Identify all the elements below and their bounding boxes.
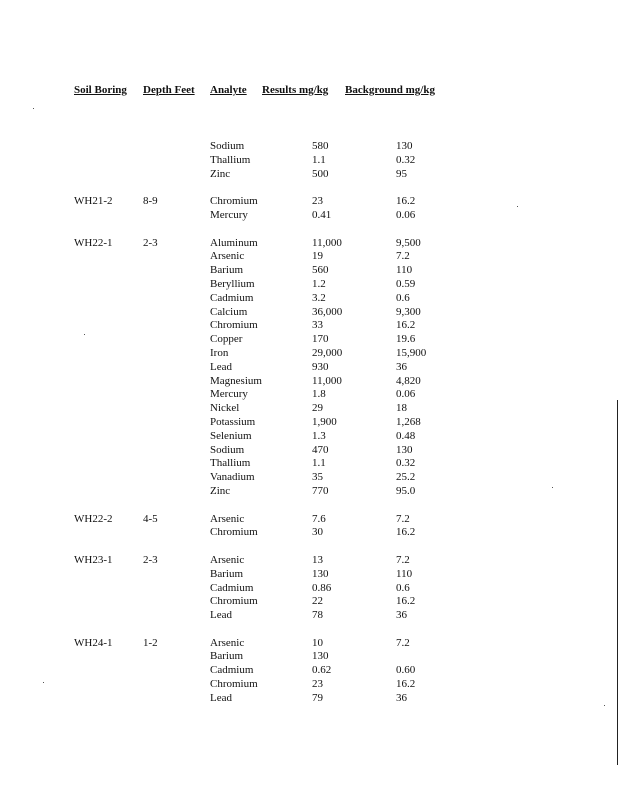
result-cell: 79: [312, 691, 323, 704]
analyte-cell: Chromium: [210, 595, 258, 608]
result-cell: 13: [312, 553, 323, 566]
result-cell: 1.2: [312, 277, 326, 290]
table-row: [0, 430, 620, 444]
depth-cell: 8-9: [143, 195, 158, 208]
result-cell: 10: [312, 636, 323, 649]
table-row: [0, 209, 620, 223]
table-row: [0, 678, 620, 692]
background-cell: 4,820: [396, 374, 421, 387]
background-cell: 16.2: [396, 526, 416, 539]
table-row: [0, 568, 620, 582]
depth-cell: 4-5: [143, 512, 158, 525]
analyte-cell: Zinc: [210, 167, 231, 180]
analyte-cell: Calcium: [210, 305, 248, 318]
table-row: [0, 444, 620, 458]
background-cell: 110: [396, 264, 413, 277]
table-row: [0, 692, 620, 706]
analyte-cell: Lead: [210, 360, 232, 373]
soil-boring-cell: WH22-2: [74, 512, 113, 525]
soil-boring-cell: WH23-1: [74, 553, 113, 566]
header-depth-feet: Depth Feet: [143, 84, 195, 96]
result-cell: 580: [312, 140, 329, 152]
header-background: Background mg/kg: [345, 84, 435, 96]
scan-speck: [552, 487, 553, 488]
table-row: [0, 237, 620, 251]
header-analyte: Analyte: [210, 84, 247, 96]
analyte-cell: Potassium: [210, 415, 256, 428]
background-cell: 9,300: [396, 305, 421, 318]
result-cell: 19: [312, 250, 323, 263]
header-soil-boring: Soil Boring: [74, 84, 127, 96]
table-row: [0, 554, 620, 568]
result-cell: 1.1: [312, 457, 326, 470]
analyte-cell: Chromium: [210, 526, 258, 539]
result-cell: 0.62: [312, 664, 332, 677]
table-row: [0, 361, 620, 375]
result-cell: 3.2: [312, 291, 326, 304]
soil-boring-cell: WH24-1: [74, 636, 113, 649]
depth-cell: 2-3: [143, 236, 158, 249]
results-table: [0, 140, 620, 719]
background-cell: 36: [396, 609, 407, 622]
analyte-cell: Arsenic: [210, 250, 245, 263]
background-cell: 0.32: [396, 457, 416, 470]
table-row: [0, 471, 620, 485]
result-cell: 36,000: [312, 305, 343, 318]
result-cell: 1.3: [312, 429, 326, 442]
result-cell: 930: [312, 360, 329, 373]
analyte-cell: Cadmium: [210, 291, 254, 304]
background-cell: 7.2: [396, 250, 410, 263]
table-row: [0, 650, 620, 664]
analyte-cell: Vanadium: [210, 471, 255, 484]
table-row: [0, 292, 620, 306]
result-cell: 11,000: [312, 236, 342, 249]
background-cell: 16.2: [396, 195, 416, 208]
background-cell: 36: [396, 360, 407, 373]
analyte-cell: Thallium: [210, 153, 251, 166]
result-cell: 170: [312, 333, 329, 346]
table-row: [0, 347, 620, 361]
analyte-cell: Copper: [210, 333, 243, 346]
table-row: [0, 609, 620, 623]
boring-group: [0, 237, 620, 499]
result-cell: 130: [312, 650, 329, 663]
result-cell: 11,000: [312, 374, 342, 387]
background-cell: 130: [396, 443, 413, 456]
background-cell: 25.2: [396, 471, 416, 484]
scan-speck: [43, 682, 44, 683]
table-row: [0, 154, 620, 168]
background-cell: 95: [396, 167, 407, 180]
background-cell: 18: [396, 402, 407, 415]
analyte-cell: Sodium: [210, 140, 245, 152]
analyte-cell: Mercury: [210, 388, 248, 401]
scan-edge-line: [617, 400, 618, 765]
table-row: [0, 375, 620, 389]
result-cell: 23: [312, 195, 323, 208]
result-cell: 0.41: [312, 208, 332, 221]
boring-group: [0, 554, 620, 623]
background-cell: 0.59: [396, 277, 416, 290]
analyte-cell: Magnesium: [210, 374, 262, 387]
table-row: [0, 388, 620, 402]
table-row: [0, 526, 620, 540]
table-row: [0, 333, 620, 347]
table-row: [0, 416, 620, 430]
table-row: [0, 168, 620, 182]
scan-speck: [33, 108, 34, 109]
background-cell: 16.2: [396, 678, 416, 691]
table-row: [0, 195, 620, 209]
background-cell: 95.0: [396, 484, 416, 497]
result-cell: 29: [312, 402, 323, 415]
table-row: [0, 264, 620, 278]
background-cell: 0.06: [396, 388, 416, 401]
background-cell: 0.48: [396, 429, 416, 442]
result-cell: 35: [312, 471, 323, 484]
scan-speck: [84, 334, 85, 335]
table-row: [0, 457, 620, 471]
result-cell: 29,000: [312, 346, 343, 359]
analyte-cell: Barium: [210, 567, 243, 580]
table-row: [0, 140, 620, 154]
scan-speck: [604, 705, 605, 706]
table-row: [0, 664, 620, 678]
result-cell: 130: [312, 567, 329, 580]
table-row: [0, 306, 620, 320]
analyte-cell: Mercury: [210, 208, 248, 221]
analyte-cell: Iron: [210, 346, 229, 359]
result-cell: 0.86: [312, 581, 332, 594]
background-cell: 16.2: [396, 319, 416, 332]
analyte-cell: Sodium: [210, 443, 245, 456]
table-row: [0, 513, 620, 527]
analyte-cell: Aluminum: [210, 236, 258, 249]
table-row: [0, 485, 620, 499]
background-cell: 7.2: [396, 512, 410, 525]
background-cell: 19.6: [396, 333, 416, 346]
result-cell: 22: [312, 595, 323, 608]
header-results: Results mg/kg: [262, 84, 329, 96]
analyte-cell: Nickel: [210, 402, 240, 415]
analyte-cell: Chromium: [210, 678, 258, 691]
analyte-cell: Barium: [210, 650, 243, 663]
result-cell: 33: [312, 319, 323, 332]
analyte-cell: Cadmium: [210, 581, 254, 594]
scan-speck: [517, 206, 518, 207]
background-cell: 7.2: [396, 636, 410, 649]
table-row: [0, 250, 620, 264]
table-row: [0, 278, 620, 292]
background-cell: 110: [396, 567, 413, 580]
analyte-cell: Chromium: [210, 195, 258, 208]
analyte-cell: Arsenic: [210, 512, 245, 525]
analyte-cell: Arsenic: [210, 553, 245, 566]
result-cell: 470: [312, 443, 329, 456]
background-cell: 16.2: [396, 595, 416, 608]
analyte-cell: Cadmium: [210, 664, 254, 677]
background-cell: 9,500: [396, 236, 421, 249]
background-cell: 0.6: [396, 291, 410, 304]
analyte-cell: Zinc: [210, 484, 231, 497]
result-cell: 1.8: [312, 388, 326, 401]
table-row: [0, 402, 620, 416]
background-cell: 0.60: [396, 664, 416, 677]
table-row: [0, 319, 620, 333]
analyte-cell: Lead: [210, 691, 232, 704]
table-row: [0, 637, 620, 651]
analyte-cell: Lead: [210, 609, 232, 622]
analyte-cell: Beryllium: [210, 277, 255, 290]
result-cell: 78: [312, 609, 323, 622]
analyte-cell: Thallium: [210, 457, 251, 470]
background-cell: 0.06: [396, 208, 416, 221]
result-cell: 30: [312, 526, 323, 539]
analyte-cell: Chromium: [210, 319, 258, 332]
background-cell: 0.32: [396, 153, 416, 166]
depth-cell: 1-2: [143, 636, 158, 649]
boring-group: [0, 513, 620, 541]
result-cell: 23: [312, 678, 323, 691]
result-cell: 770: [312, 484, 329, 497]
result-cell: 7.6: [312, 512, 326, 525]
boring-group: [0, 195, 620, 223]
boring-group: [0, 140, 620, 181]
depth-cell: 2-3: [143, 553, 158, 566]
background-cell: 15,900: [396, 346, 427, 359]
table-row: [0, 595, 620, 609]
soil-boring-cell: WH22-1: [74, 236, 113, 249]
soil-boring-cell: WH21-2: [74, 195, 113, 208]
analyte-cell: Barium: [210, 264, 243, 277]
result-cell: 1.1: [312, 153, 326, 166]
analyte-cell: Arsenic: [210, 636, 245, 649]
table-row: [0, 582, 620, 596]
background-cell: 1,268: [396, 415, 421, 428]
boring-group: [0, 637, 620, 706]
background-cell: 36: [396, 691, 407, 704]
analyte-cell: Selenium: [210, 429, 252, 442]
result-cell: 1,900: [312, 415, 337, 428]
background-cell: 130: [396, 140, 413, 152]
background-cell: 7.2: [396, 553, 410, 566]
background-cell: 0.6: [396, 581, 410, 594]
result-cell: 500: [312, 167, 329, 180]
result-cell: 560: [312, 264, 329, 277]
